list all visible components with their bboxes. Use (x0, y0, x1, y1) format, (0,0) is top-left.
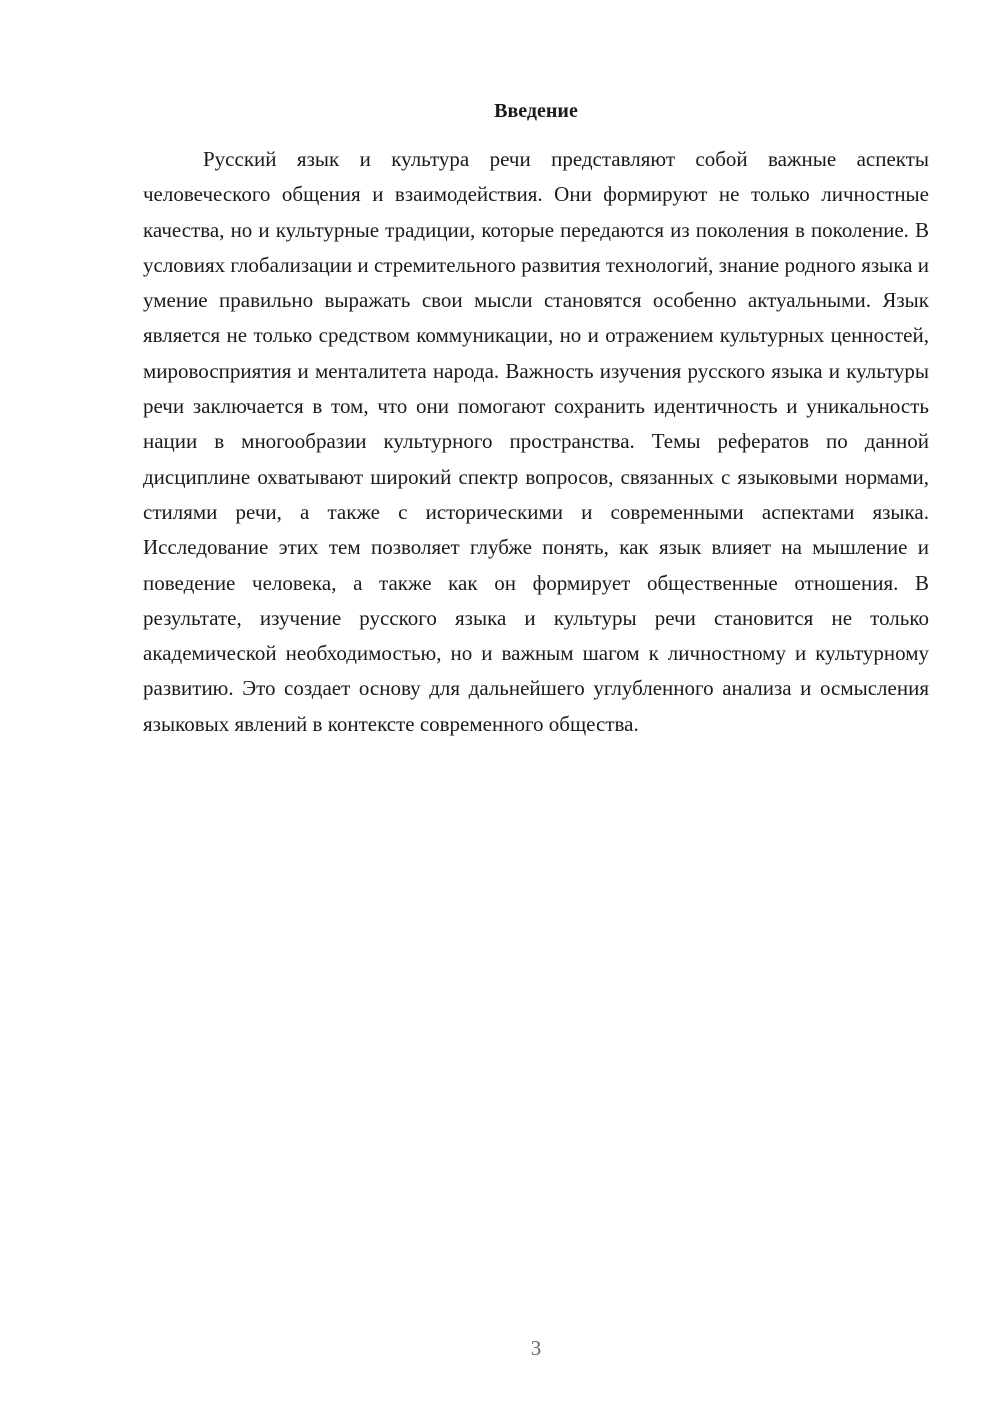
body-paragraph: Русский язык и культура речи представляют собой важные аспекты человеческого общения и взаимодействия. Они формируют не только личностные качества, но и культурные традиции, которые передаются из поколения в поколение. В условиях глобализации и стремительного развития технологий, знание родного языка и умение правильно выражать свои мысли становятся особенно актуальными. Язык является не только средством коммуникации, но и отражением культурных ценностей, мировосприятия и менталитета народа. Важность изучения русского языка и культуры речи заключается в том, что они помогают сохранить идентичность и уникальность нации в многообразии культурного пространства. Темы рефератов по данной дисциплине охватывают широкий спектр вопросов, связанных с языковыми нормами, стилями речи, а также с историческими и современными аспектами языка. Исследование этих тем позволяет глубже понять, как язык влияет на мышление и поведение человека, а также как он формирует общественные отношения. В результате, изучение русского языка и культуры речи становится не только академической необходимостью, но и важным шагом к личностному и культурному развитию. Это создает основу для дальнейшего углубленного анализа и осмысления языковых явлений в контексте современного общества. (143, 147, 929, 736)
page-number: 3 (530, 1336, 542, 1360)
section-heading: Введение (494, 100, 578, 122)
